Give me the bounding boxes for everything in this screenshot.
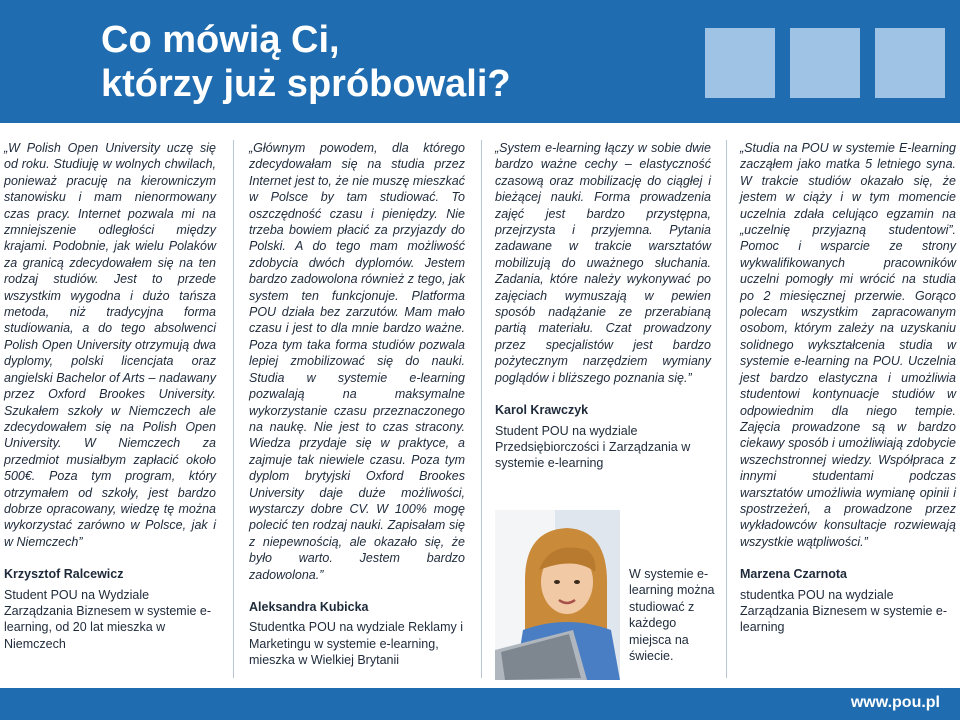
testimonial-quote: „System e-learning łączy w sobie dwie bardzo ważne cechy – elastyczność czasową oraz mobilizację do ciągłej i bieżącej nauki. Forma prowadzenia zajęć jest bardzo przystępna, przejrzysta i przyjemna. Pytania zadawane w trakcie warsztatów mobilizują do uważnego słuchania. Zadania, które należy wykonywać po zajęciach wymuszają w pewien sposób nadążanie ze przerabianą partią materiału. Czat prowadzony przez specjalistów jest bardzo pożytecznym narzędziem wymiany poglądów i bliższego poznania się.” <box>495 141 711 385</box>
testimonial-quote: „Głównym powodem, dla którego zdecydowałam się na studia przez Internet jest to, że nie muszę mieszkać w Polsce by tam studiować. To oszczędność czasu i pieniędzy. Nie trzeba bowiem płacić za przyjazdy do Polski. A do tego mam możliwość zdobycia dwóch dyplomów. Jestem bardzo zadowolona również z tego, jak system ten funkcjonuje. Platforma POU działa bez zarzutów. Mam mało czasu i jest to dla mnie bardzo ważne. Poza tym taka forma studiów pozwala lepiej zmobilizować się do nauki. Studia w systemie e-learning pozwalają na maksymalne wykorzystanie czasu przeznaczonego na naukę. Nie jest to czas stracony. Wiedza przydaje się w praktyce, a zajmuje tak niewiele czasu. Poza tym dyplom brytyjski Oxford Brookes University daje duże możliwości, wystarczy dobre CV. W 100% mogę polecić ten rodzaj nauki. Zapisałam się z niepewnością, ale okazało się, że było warto. Jestem bardzo zadowolona.” <box>249 141 465 582</box>
title-line-2: którzy już spróbowali? <box>101 63 511 105</box>
column-divider <box>481 140 482 678</box>
student-photo <box>495 510 620 680</box>
photo-caption: W systemie e-learning można studiować z każdego miejsca na świecie. <box>629 567 715 664</box>
title-line-1: Co mówią Ci, <box>101 19 340 61</box>
testimonial-role: Student POU na wydziale Przedsiębiorczości i Zarządzania w systemie e-learning <box>495 423 691 471</box>
testimonial-quote: „W Polish Open University uczę się od roku. Studiuję w wolnych chwilach, ponieważ pracuję na kierowniczym stanowisku i mam nienormowany czas pracy. Internet pozwala mi na zmniejszenie odległości między krajami. Podobnie, jak wielu Polaków za granicą zdecydowałem się na ten rodzaj studiów. Jest to przede wszystkim wygodna i dużo tańsza metoda, niż tradycyjna forma studiowania, a do tego absolwenci Polish Open University otrzymują dwa dyplomy, polski licencjata oraz angielski Bachelor of Arts – nadawany przez Oxford Brookes University. Szukałem szkoły w Niemczech ale zdecydowałem się na Polish Open University. W Niemczech za przedmiot musiałbym zapłacić około 500€. Poza tym program, który otrzymałem od szkoły, jest bardzo dobrze opracowany, wiedzę tę można wykorzystać zarówno w Polsce, jak i w Niemczech” <box>4 141 216 549</box>
page-title <box>101 18 511 106</box>
testimonial-1 <box>4 140 216 652</box>
testimonial-author: Karol Krawczyk <box>495 403 589 418</box>
testimonial-author: Marzena Czarnota <box>740 567 847 582</box>
testimonial-role: Student POU na Wydziale Zarządzania Biznesem w systemie e-learning, od 20 lat mieszka w Niemczech <box>4 587 212 651</box>
website-link[interactable]: www.pou.pl <box>850 694 940 711</box>
testimonial-role: Studentka POU na wydziale Reklamy i Marketingu w systemie e-learning, mieszka w Wielkiej Brytanii <box>249 620 463 668</box>
testimonial-role: studentka POU na wydziale Zarządzania Biznesem w systemie e-learning <box>740 587 948 635</box>
decorative-square <box>705 28 775 98</box>
decorative-square <box>790 28 860 98</box>
column-divider <box>233 140 234 678</box>
testimonial-quote: „Studia na POU w systemie E-learning zacząłem jako matka 5 letniego syna. W trakcie studiów okazało się, że jestem w ciąży i w tym momencie uczelnia zdała celująco egzamin na „uczelnię przyjazną studentowi”. Pomoc i wsparcie ze strony wykwalifikowanych pracowników uczelni pomogły mi wrócić na studia po 2 miesięcznej przerwie. Gorąco polecam wszystkim zapracowanym osobom, którym zależy na uzyskaniu solidnego wykształcenia studia w systemie e-learning na POU. Uczelnia jest bardzo elastyczna i umożliwia studentowi kontynuacje studiów w odpowiednim dla niego tempie. Zajęcia prowadzone są w bardzo ciekawy sposób i umożliwiają zdobycie wszechstronnej wiedzy. Współpraca z innymi studentami podczas warsztatów umożliwia wymianę opinii i spostrzeżeń, a prowadzone przez wykładowców konsultacje rozwiewają wszystkie wątpliwości.” <box>740 141 956 549</box>
student-laptop-illustration <box>495 510 620 680</box>
testimonial-author: Krzysztof Ralcewicz <box>4 567 124 582</box>
column-divider <box>726 140 727 678</box>
testimonial-2 <box>249 140 465 669</box>
testimonial-author: Aleksandra Kubicka <box>249 599 369 614</box>
header-banner <box>0 0 960 123</box>
testimonial-3 <box>495 140 711 472</box>
testimonial-4 <box>740 140 956 636</box>
decorative-square <box>875 28 945 98</box>
footer-bar <box>0 688 960 720</box>
